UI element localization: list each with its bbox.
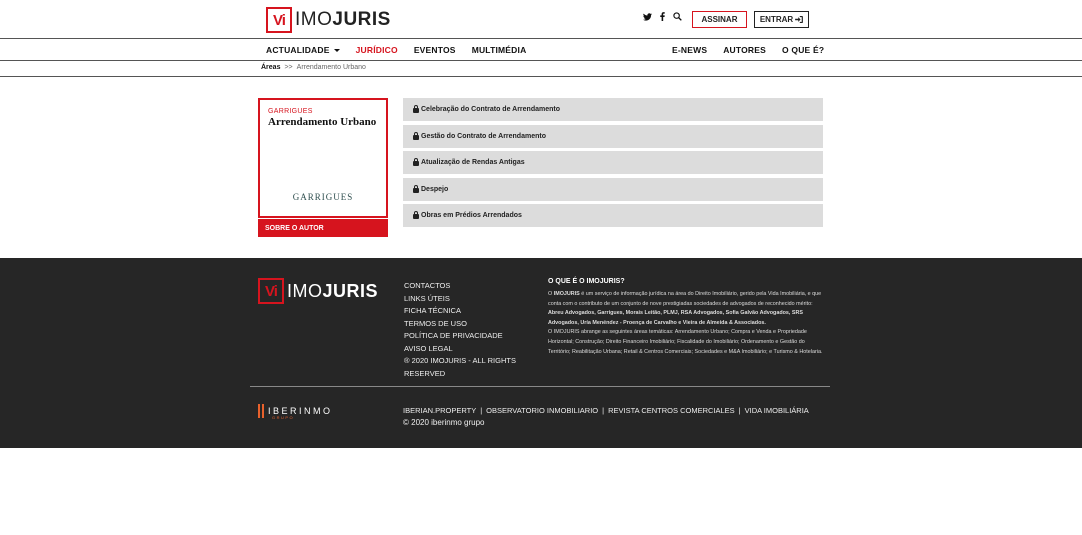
chevron-down-icon — [334, 49, 340, 52]
topic-item[interactable] — [403, 151, 823, 174]
footer — [0, 258, 1082, 448]
site-link-revista-cc[interactable]: REVISTA CENTROS COMERCIALES — [608, 406, 735, 415]
sign-in-icon — [795, 16, 803, 23]
footer-link-ficha-tecnica[interactable]: FICHA TÉCNICA — [404, 306, 461, 315]
subscribe-button[interactable]: ASSINAR — [692, 11, 747, 28]
book-brand: GARRIGUES — [268, 108, 313, 115]
site-separator: | — [480, 406, 483, 415]
footer-link-termos[interactable]: TERMOS DE USO — [404, 318, 467, 328]
logo-text: IMOJURIS — [295, 9, 391, 30]
search-icon[interactable] — [673, 12, 682, 24]
site-link-vida-imobiliaria[interactable]: VIDA IMOBILIÁRIA — [744, 406, 809, 415]
topic-item[interactable] — [403, 125, 823, 148]
login-button[interactable] — [754, 11, 809, 28]
lock-icon — [413, 108, 419, 113]
footer-link-aviso-legal[interactable]: AVISO LEGAL — [404, 343, 453, 353]
site-separator: | — [738, 406, 741, 415]
top-header — [0, 0, 1082, 39]
iberinmo-bars-icon — [258, 404, 264, 418]
breadcrumb-separator: >> — [284, 64, 293, 71]
footer-links — [404, 280, 524, 380]
nav-item-enews[interactable]: E-NEWS — [672, 45, 708, 55]
lock-icon — [413, 214, 419, 219]
footer-link-links-uteis[interactable]: LINKS ÚTEIS — [404, 293, 450, 303]
site-separator: | — [602, 406, 605, 415]
nav-item-eventos[interactable]: EVENTOS — [413, 45, 456, 55]
topic-label: Gestão do Contrato de Arrendamento — [421, 132, 546, 140]
nav-item-juridico[interactable]: JURÍDICO — [355, 45, 398, 55]
breadcrumb-bar — [0, 61, 1082, 77]
topic-list — [403, 98, 823, 231]
nav-item-autores[interactable]: AUTORES — [723, 45, 767, 55]
topic-label: Atualização de Rendas Antigas — [421, 159, 525, 166]
nav-left — [266, 45, 526, 55]
lock-icon — [413, 161, 419, 166]
about-text-1: O IMOJURIS é um serviço de informação jurídica na área do Direito Imobiliário, gerido pela Vida Imobiliária, e que conta com o contributo de um conjunto de nove prestigiadas sociedades de advogados de reconhecido mérito: Abreu Advogados, Garrigues, Morais Leitão, PLMJ, RSA Advogados, Sofia Galvão Advogados, SRS Advogados, Uría Menéndez - Proença de Carvalho e Vieira de Almeida & Associados. — [548, 291, 822, 326]
book-cover — [258, 98, 388, 218]
breadcrumb-current: Arrendamento Urbano — [296, 64, 366, 71]
nav-item-actualidade[interactable]: ACTUALIDADE — [266, 45, 340, 55]
about-title: O QUE É O IMOJURIS? — [548, 278, 625, 285]
nav-item-multimedia[interactable]: MULTIMÉDIA — [471, 45, 527, 55]
topic-label: Celebração do Contrato de Arrendamento — [421, 106, 560, 113]
logo-mark: Vi — [266, 7, 292, 33]
footer-logo-text: IMOJURIS — [287, 280, 379, 301]
footer-divider — [250, 386, 830, 387]
footer-logo-mark: Vi — [258, 278, 284, 304]
nav-item-o-que-e[interactable]: O QUE É? — [782, 45, 825, 55]
topic-item[interactable] — [403, 204, 823, 227]
footer-copyright: ® 2020 IMOJURIS - ALL RIGHTS RESERVED — [404, 356, 516, 378]
iberinmo-logo[interactable] — [258, 404, 333, 418]
login-label: ENTRAR — [759, 15, 794, 24]
topic-label: Despejo — [421, 185, 449, 193]
footer-link-privacidade[interactable]: POLÍTICA DE PRIVACIDADE — [404, 331, 503, 340]
footer-logo[interactable] — [258, 278, 378, 304]
site-link-iberian-property[interactable]: IBERIAN.PROPERTY — [403, 406, 477, 415]
site-logo[interactable] — [266, 7, 391, 33]
about-author-button[interactable]: SOBRE O AUTOR — [258, 219, 388, 237]
topic-item[interactable] — [403, 178, 823, 201]
about-text-2: O IMOJURIS abrange as seguintes áreas temáticas: Arrendamento Urbano; Compra e Venda e Propriedade Horizontal; Construção; Direito Financeiro Imobiliário; Fiscalidade do Imobiliário; Ordenamento e Gestão do Território; Reabilitação Urbana; Retail & Centros Comerciais; Sociedades e M&A Imobiliário; e Turismo & Hotelaria. — [548, 329, 823, 355]
header-icons — [643, 12, 682, 24]
garrigues-logo: GARRIGUES — [292, 192, 354, 202]
group-sites — [403, 406, 809, 415]
iberinmo-sub: GRUPO — [272, 415, 295, 420]
lock-icon — [413, 188, 419, 193]
twitter-icon[interactable] — [643, 12, 652, 24]
group-copyright: © 2020 iberinmo grupo — [403, 418, 485, 427]
footer-link-contactos[interactable]: CONTACTOS — [404, 281, 451, 290]
main-nav — [0, 40, 1082, 61]
breadcrumb-root[interactable]: Áreas — [261, 64, 281, 71]
book-title: Arrendamento Urbano — [268, 116, 377, 128]
facebook-icon[interactable] — [660, 12, 665, 24]
nav-right — [672, 45, 824, 55]
footer-about — [548, 278, 826, 357]
topic-label: Obras em Prédios Arrendados — [421, 212, 522, 219]
lock-icon — [413, 135, 419, 140]
iberinmo-name: IBERINMO — [268, 406, 333, 416]
site-link-observatorio[interactable]: OBSERVATORIO INMOBILIARIO — [486, 406, 599, 415]
topic-item[interactable] — [403, 98, 823, 121]
breadcrumb — [261, 64, 366, 71]
